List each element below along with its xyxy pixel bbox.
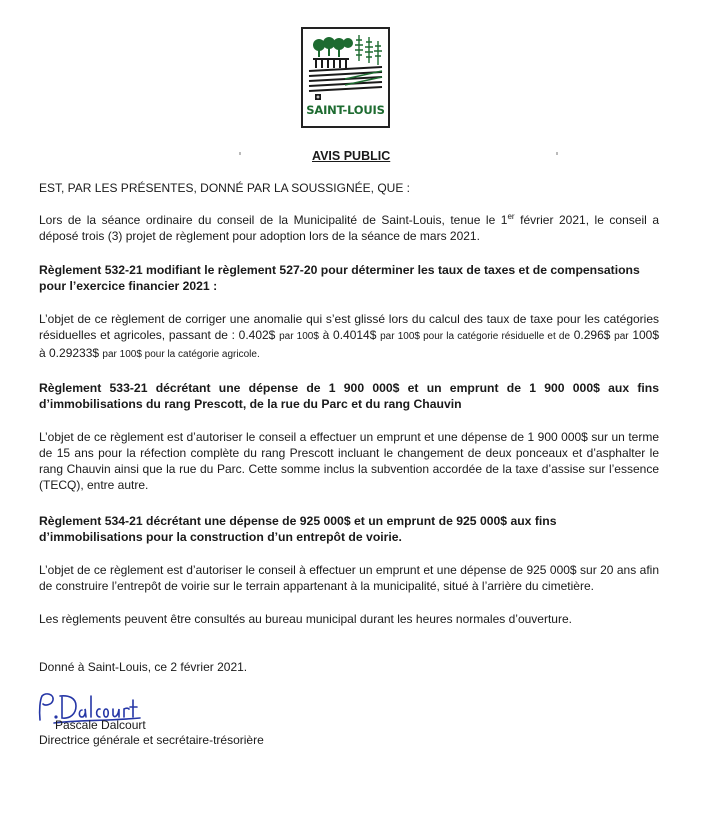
regulation-533-body: L’objet de ce règlement est d’autoriser le conseil a effectuer un emprunt et une dépense de 1 900 000$ sur un terme de 15 ans pour la réfection complète du rang Prescott incluant le changement de deux ponceaux et d’asphalter le rang Chauvin ainsi que la rue du Parc. Cette somme inclus la subvention accordée de la taxe d’assise sur l’essence (TECQ), entre autre. bbox=[39, 430, 659, 492]
consultation-note: Les règlements peuvent être consultés au bureau municipal durant les heures normales d’ouverture. bbox=[39, 612, 572, 626]
reg1-small-text: par 100$ pour la catégorie résiduelle et de bbox=[380, 331, 571, 342]
logo-landscape-icon bbox=[305, 31, 386, 101]
regulation-532-body bbox=[39, 311, 659, 363]
scan-speck bbox=[239, 152, 241, 155]
regulation-534-body: L’objet de ce règlement est d’autoriser le conseil à effectuer un emprunt et une dépense de 925 000$ sur 20 ans afin de construire l’entrepôt de voirie sur le terrain appartenant à la municipalité, situé à l’arrière du cimetière. bbox=[39, 563, 659, 593]
notice-title: AVIS PUBLIC bbox=[312, 149, 391, 163]
reg1-text: 0.296$ bbox=[570, 328, 615, 342]
regulation-533-heading: Règlement 533-21 décrétant une dépense de 1 900 000$ et un emprunt de 1 900 000$ aux fins d’immobilisations du rang Prescott, de la rue du Parc et du rang Chauvin bbox=[39, 381, 659, 411]
reg1-text: L’objet de ce règlement de corriger une anomalie qui s’est glissé lors du calcul des taux de taxe pour les catégories résiduelles et agricoles, passant de : 0.402$ bbox=[39, 312, 659, 342]
reg1-text: à 0.4014$ bbox=[318, 328, 381, 342]
opening-statement: EST, PAR LES PRÉSENTES, DONNÉ PAR LA SOUSSIGNÉE, QUE : bbox=[39, 181, 410, 195]
regulation-532-heading: Règlement 532-21 modifiant le règlement 527-20 pour déterminer les taux de taxes et de compensations pour l’exercice financier 2021 : bbox=[39, 263, 640, 293]
scan-speck bbox=[556, 152, 558, 155]
signatory-name: Pascale Dalcourt bbox=[55, 718, 146, 732]
reg1-small-text: par bbox=[614, 331, 629, 342]
reg1-small-text: par 100$ pour la catégorie agricole. bbox=[102, 349, 260, 360]
intro-text-before: Lors de la séance ordinaire du conseil de la Municipalité de Saint-Louis, tenue le 1 bbox=[39, 213, 508, 227]
given-date: Donné à Saint-Louis, ce 2 février 2021. bbox=[39, 660, 248, 674]
reg1-small-text: par 100$ bbox=[279, 331, 319, 342]
signatory-title: Directrice générale et secrétaire-trésorière bbox=[39, 733, 264, 747]
intro-text-after: février 2021, le conseil a déposé trois (3) projet de règlement pour adoption lors de la séance de mars 2021. bbox=[39, 213, 659, 243]
reg1-text: 100$ à 0.29233$ bbox=[39, 328, 660, 360]
logo-name: SAINT-LOUIS bbox=[306, 103, 385, 117]
intro-superscript: er bbox=[507, 212, 515, 221]
intro-paragraph bbox=[39, 212, 659, 244]
regulation-534-heading: Règlement 534-21 décrétant une dépense de 925 000$ et un emprunt de 925 000$ aux fins d’immobilisations pour la construction d’un entrepôt de voirie. bbox=[39, 514, 557, 544]
municipality-logo bbox=[301, 27, 390, 128]
